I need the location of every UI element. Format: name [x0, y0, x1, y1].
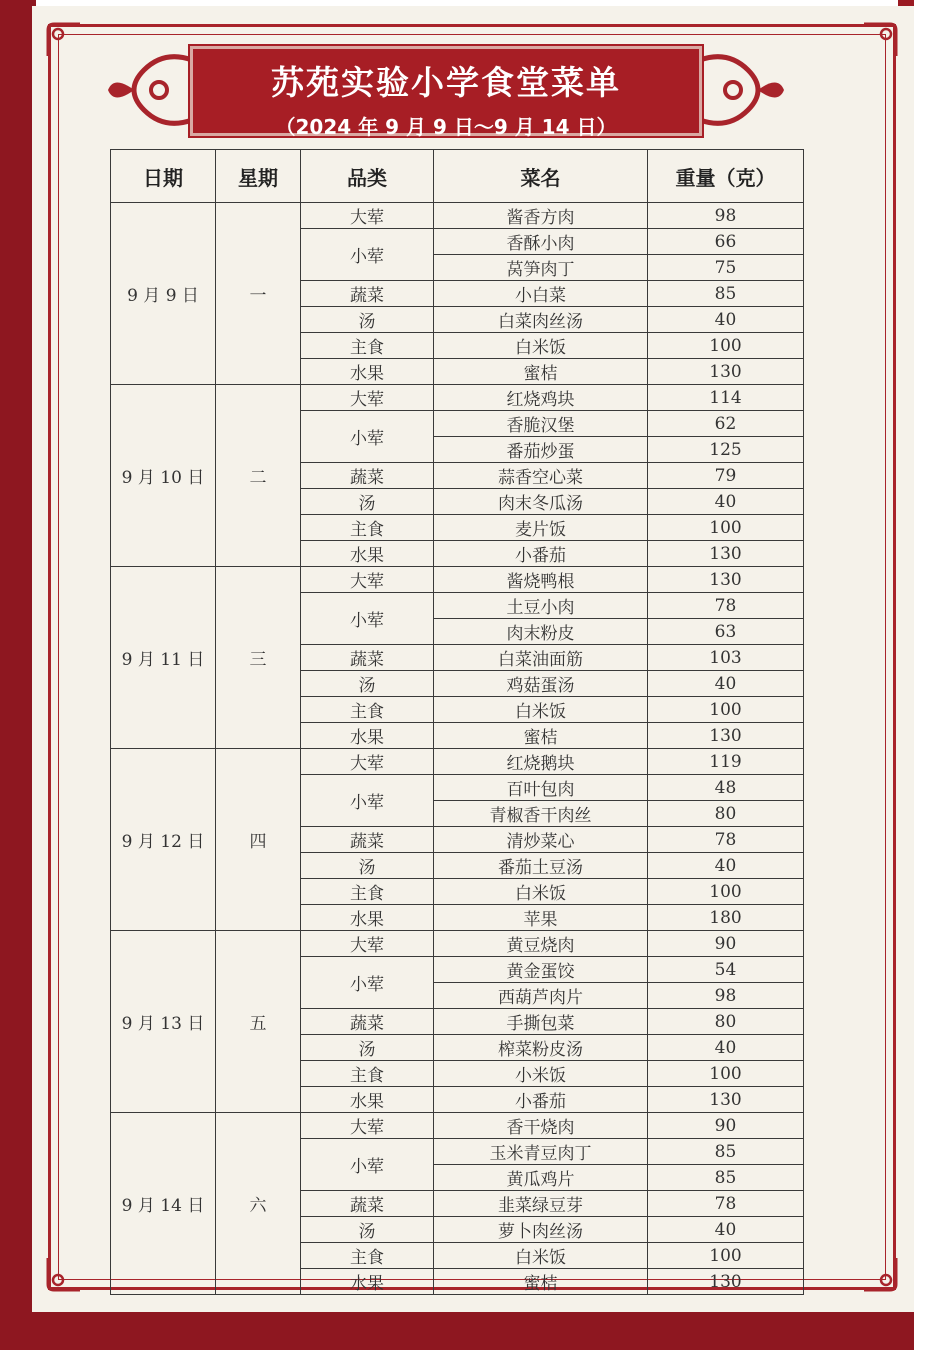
category-cell: 小荤 [301, 593, 434, 645]
weight-cell: 78 [648, 827, 804, 853]
dish-cell: 百叶包肉 [434, 775, 648, 801]
dish-cell: 白米饭 [434, 333, 648, 359]
dish-cell: 酱烧鸭根 [434, 567, 648, 593]
weight-cell: 103 [648, 645, 804, 671]
dish-cell: 玉米青豆肉丁 [434, 1139, 648, 1165]
dish-cell: 白米饭 [434, 879, 648, 905]
category-cell: 蔬菜 [301, 645, 434, 671]
category-cell: 蔬菜 [301, 463, 434, 489]
category-cell: 主食 [301, 333, 434, 359]
date-cell: 9 月 14 日 [111, 1113, 216, 1295]
category-cell: 主食 [301, 697, 434, 723]
category-cell: 蔬菜 [301, 281, 434, 307]
dish-cell: 香脆汉堡 [434, 411, 648, 437]
weight-cell: 85 [648, 281, 804, 307]
title-banner [104, 40, 788, 140]
table-row [111, 931, 804, 957]
date-cell: 9 月 11 日 [111, 567, 216, 749]
category-cell: 蔬菜 [301, 1191, 434, 1217]
weight-cell: 66 [648, 229, 804, 255]
corner-ornament-icon [860, 20, 900, 60]
dish-cell: 番茄土豆汤 [434, 853, 648, 879]
weight-cell: 54 [648, 957, 804, 983]
dish-cell: 黄瓜鸡片 [434, 1165, 648, 1191]
weight-cell: 85 [648, 1165, 804, 1191]
menu-table-body [111, 203, 804, 1295]
dish-cell: 韭菜绿豆芽 [434, 1191, 648, 1217]
dish-cell: 麦片饭 [434, 515, 648, 541]
dish-cell: 青椒香干肉丝 [434, 801, 648, 827]
weight-cell: 100 [648, 879, 804, 905]
dish-cell: 香酥小肉 [434, 229, 648, 255]
dish-cell: 白菜油面筋 [434, 645, 648, 671]
weight-cell: 40 [648, 1035, 804, 1061]
category-cell: 小荤 [301, 775, 434, 827]
table-row [111, 385, 804, 411]
category-cell: 水果 [301, 1087, 434, 1113]
dish-cell: 清炒菜心 [434, 827, 648, 853]
header-weekday: 星期 [216, 150, 301, 203]
date-cell: 9 月 10 日 [111, 385, 216, 567]
category-cell: 小荤 [301, 957, 434, 1009]
category-cell: 主食 [301, 1061, 434, 1087]
table-row [111, 1113, 804, 1139]
weight-cell: 130 [648, 1087, 804, 1113]
weight-cell: 98 [648, 203, 804, 229]
weight-cell: 90 [648, 931, 804, 957]
category-cell: 汤 [301, 489, 434, 515]
header-date: 日期 [111, 150, 216, 203]
date-cell: 9 月 9 日 [111, 203, 216, 385]
corner-ornament-icon [44, 20, 84, 60]
weight-cell: 98 [648, 983, 804, 1009]
dish-cell: 莴笋肉丁 [434, 255, 648, 281]
category-cell: 水果 [301, 905, 434, 931]
category-cell: 水果 [301, 1269, 434, 1295]
weekday-cell: 五 [216, 931, 301, 1113]
weight-cell: 100 [648, 697, 804, 723]
header-dish: 菜名 [434, 150, 648, 203]
dish-cell: 肉末冬瓜汤 [434, 489, 648, 515]
dish-cell: 鸡菇蛋汤 [434, 671, 648, 697]
weight-cell: 78 [648, 1191, 804, 1217]
corner-ornament-icon [860, 1254, 900, 1294]
category-cell: 大荤 [301, 931, 434, 957]
page-title: 苏苑实验小学食堂菜单 [271, 63, 621, 102]
category-cell: 大荤 [301, 567, 434, 593]
category-cell: 汤 [301, 1217, 434, 1243]
category-cell: 大荤 [301, 385, 434, 411]
scroll-ornament-icon [104, 40, 194, 140]
dish-cell: 白米饭 [434, 1243, 648, 1269]
left-red-border [0, 0, 36, 1310]
category-cell: 水果 [301, 541, 434, 567]
weight-cell: 100 [648, 1243, 804, 1269]
date-range: （2024 年 9 月 9 日～9 月 14 日） [275, 115, 617, 139]
weight-cell: 48 [648, 775, 804, 801]
weight-cell: 62 [648, 411, 804, 437]
weight-cell: 63 [648, 619, 804, 645]
category-cell: 主食 [301, 515, 434, 541]
weekday-cell: 四 [216, 749, 301, 931]
weight-cell: 114 [648, 385, 804, 411]
dish-cell: 番茄炒蛋 [434, 437, 648, 463]
weight-cell: 100 [648, 333, 804, 359]
category-cell: 小荤 [301, 1139, 434, 1191]
dish-cell: 蜜桔 [434, 359, 648, 385]
dish-cell: 蜜桔 [434, 1269, 648, 1295]
category-cell: 蔬菜 [301, 827, 434, 853]
weight-cell: 40 [648, 671, 804, 697]
dish-cell: 小番茄 [434, 1087, 648, 1113]
table-row [111, 749, 804, 775]
corner-ornament-icon [44, 1254, 84, 1294]
dish-cell: 酱香方肉 [434, 203, 648, 229]
date-cell: 9 月 13 日 [111, 931, 216, 1113]
weekday-cell: 二 [216, 385, 301, 567]
weight-cell: 130 [648, 567, 804, 593]
category-cell: 主食 [301, 1243, 434, 1269]
category-cell: 水果 [301, 359, 434, 385]
bottom-red-border [0, 1310, 914, 1350]
weight-cell: 130 [648, 541, 804, 567]
weight-cell: 130 [648, 1269, 804, 1295]
category-cell: 汤 [301, 307, 434, 333]
weight-cell: 40 [648, 1217, 804, 1243]
banner-panel [190, 46, 702, 139]
weight-cell: 79 [648, 463, 804, 489]
weight-cell: 119 [648, 749, 804, 775]
header-category: 品类 [301, 150, 434, 203]
dish-cell: 白米饭 [434, 697, 648, 723]
category-cell: 蔬菜 [301, 1009, 434, 1035]
header-weight: 重量（克） [648, 150, 804, 203]
category-cell: 汤 [301, 1035, 434, 1061]
weight-cell: 90 [648, 1113, 804, 1139]
weight-cell: 85 [648, 1139, 804, 1165]
dish-cell: 黄豆烧肉 [434, 931, 648, 957]
table-row [111, 567, 804, 593]
weekday-cell: 一 [216, 203, 301, 385]
dish-cell: 小米饭 [434, 1061, 648, 1087]
weight-cell: 40 [648, 307, 804, 333]
weight-cell: 40 [648, 853, 804, 879]
weight-cell: 130 [648, 723, 804, 749]
category-cell: 主食 [301, 879, 434, 905]
category-cell: 大荤 [301, 203, 434, 229]
weight-cell: 80 [648, 1009, 804, 1035]
dish-cell: 苹果 [434, 905, 648, 931]
weight-cell: 100 [648, 515, 804, 541]
category-cell: 水果 [301, 723, 434, 749]
weight-cell: 78 [648, 593, 804, 619]
dish-cell: 香干烧肉 [434, 1113, 648, 1139]
weekday-cell: 三 [216, 567, 301, 749]
date-cell: 9 月 12 日 [111, 749, 216, 931]
dish-cell: 土豆小肉 [434, 593, 648, 619]
scroll-ornament-icon [698, 40, 788, 140]
menu-table [110, 149, 804, 1295]
table-header-row [111, 150, 804, 203]
weekday-cell: 六 [216, 1113, 301, 1295]
dish-cell: 红烧鸡块 [434, 385, 648, 411]
table-row [111, 203, 804, 229]
weight-cell: 125 [648, 437, 804, 463]
dish-cell: 小白菜 [434, 281, 648, 307]
category-cell: 小荤 [301, 411, 434, 463]
dish-cell: 肉末粉皮 [434, 619, 648, 645]
weight-cell: 40 [648, 489, 804, 515]
dish-cell: 榨菜粉皮汤 [434, 1035, 648, 1061]
dish-cell: 西葫芦肉片 [434, 983, 648, 1009]
weight-cell: 130 [648, 359, 804, 385]
dish-cell: 红烧鹅块 [434, 749, 648, 775]
dish-cell: 手撕包菜 [434, 1009, 648, 1035]
dish-cell: 白菜肉丝汤 [434, 307, 648, 333]
weight-cell: 100 [648, 1061, 804, 1087]
dish-cell: 蒜香空心菜 [434, 463, 648, 489]
weight-cell: 180 [648, 905, 804, 931]
dish-cell: 蜜桔 [434, 723, 648, 749]
dish-cell: 萝卜肉丝汤 [434, 1217, 648, 1243]
category-cell: 汤 [301, 671, 434, 697]
weight-cell: 75 [648, 255, 804, 281]
weight-cell: 80 [648, 801, 804, 827]
dish-cell: 黄金蛋饺 [434, 957, 648, 983]
category-cell: 大荤 [301, 1113, 434, 1139]
category-cell: 大荤 [301, 749, 434, 775]
category-cell: 小荤 [301, 229, 434, 281]
dish-cell: 小番茄 [434, 541, 648, 567]
category-cell: 汤 [301, 853, 434, 879]
